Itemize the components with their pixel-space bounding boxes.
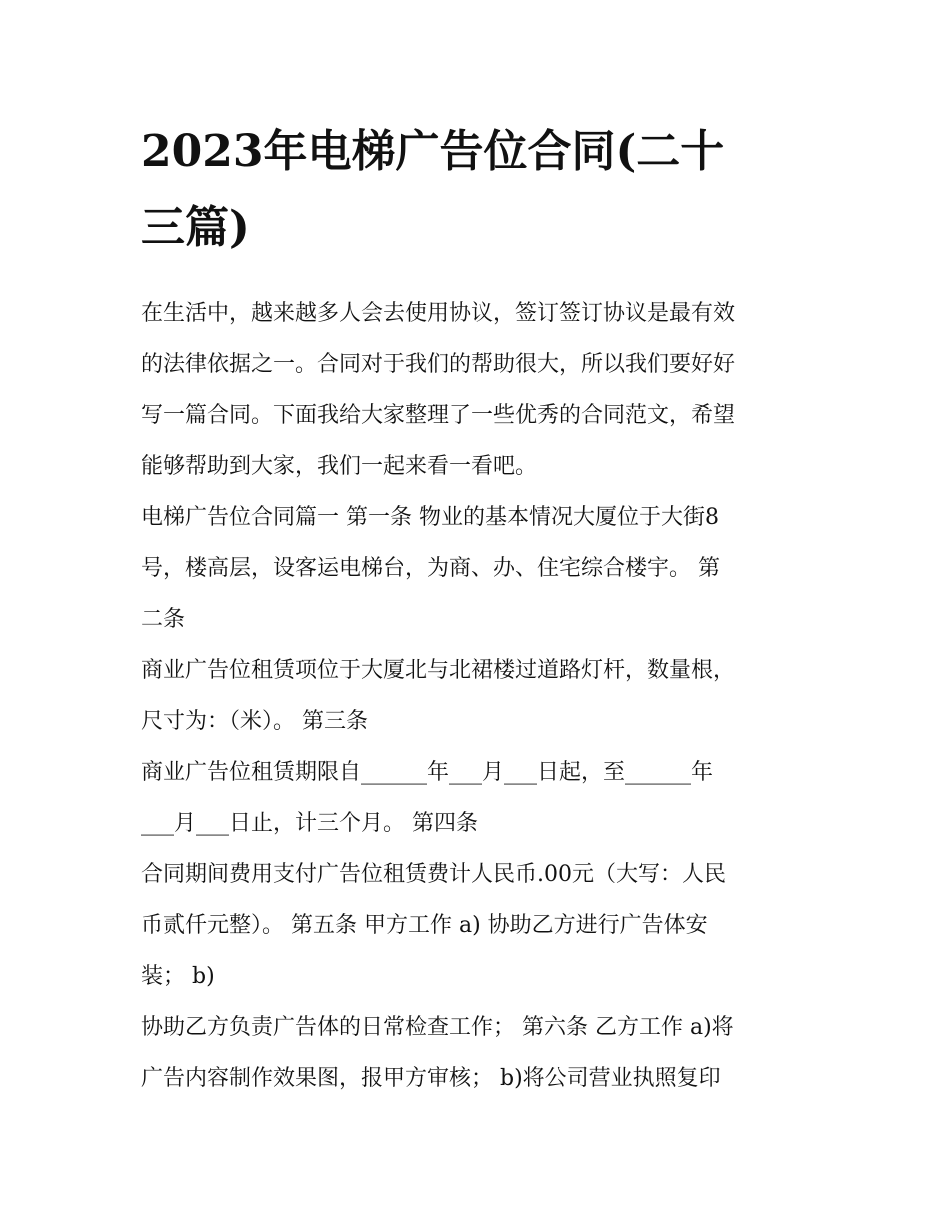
paragraph-article-1 [141,492,814,645]
document-title-line: 2023年电梯广告位合同(二十 [141,126,725,177]
text-line: 写一篇合同。下面我给大家整理了一些优秀的合同范文，希望 [141,403,736,428]
text-line: 尺寸为：（米）。 第三条 [141,709,368,734]
text-line: 协助乙方负责广告体的日常检查工作； 第六条 乙方工作 a)将 [141,1015,734,1040]
document-title-line: 三篇) [141,202,250,253]
paragraph-article-3 [141,747,814,849]
text-line: ___月___日止，计三个月。 第四条 [141,811,478,836]
text-line: 二条 [141,607,186,632]
document-body [141,288,814,1104]
text-line: 电梯广告位合同篇一 第一条 物业的基本情况大厦位于大街8 [141,505,719,530]
document-title [141,114,814,266]
text-line: 的法律依据之一。合同对于我们的帮助很大，所以我们要好好 [141,352,736,377]
text-line: 币贰仟元整）。 第五条 甲方工作 a) 协助乙方进行广告体安 [141,913,708,938]
text-line: 商业广告位租赁项位于大厦北与北裙楼过道路灯杆，数量根， [141,658,736,683]
text-line: 广告内容制作效果图，报甲方审核； b)将公司营业执照复印 [141,1066,721,1091]
text-line: 能够帮助到大家，我们一起来看一看吧。 [141,454,538,479]
paragraph-article-2 [141,645,814,747]
paragraph-intro [141,288,814,492]
text-line: 合同期间费用支付广告位租赁费计人民币.00元（大写：人民 [141,862,726,887]
paragraph-article-4-5 [141,849,814,1002]
text-line: 装； b) [141,964,215,989]
text-line: 号，楼高层，设客运电梯台，为商、办、住宅综合楼宇。 第 [141,556,720,581]
paragraph-article-6 [141,1002,814,1104]
text-line: 在生活中，越来越多人会去使用协议，签订签订协议是最有效 [141,301,736,326]
text-line: 商业广告位租赁期限自______年___月___日起，至______年 [141,760,714,785]
